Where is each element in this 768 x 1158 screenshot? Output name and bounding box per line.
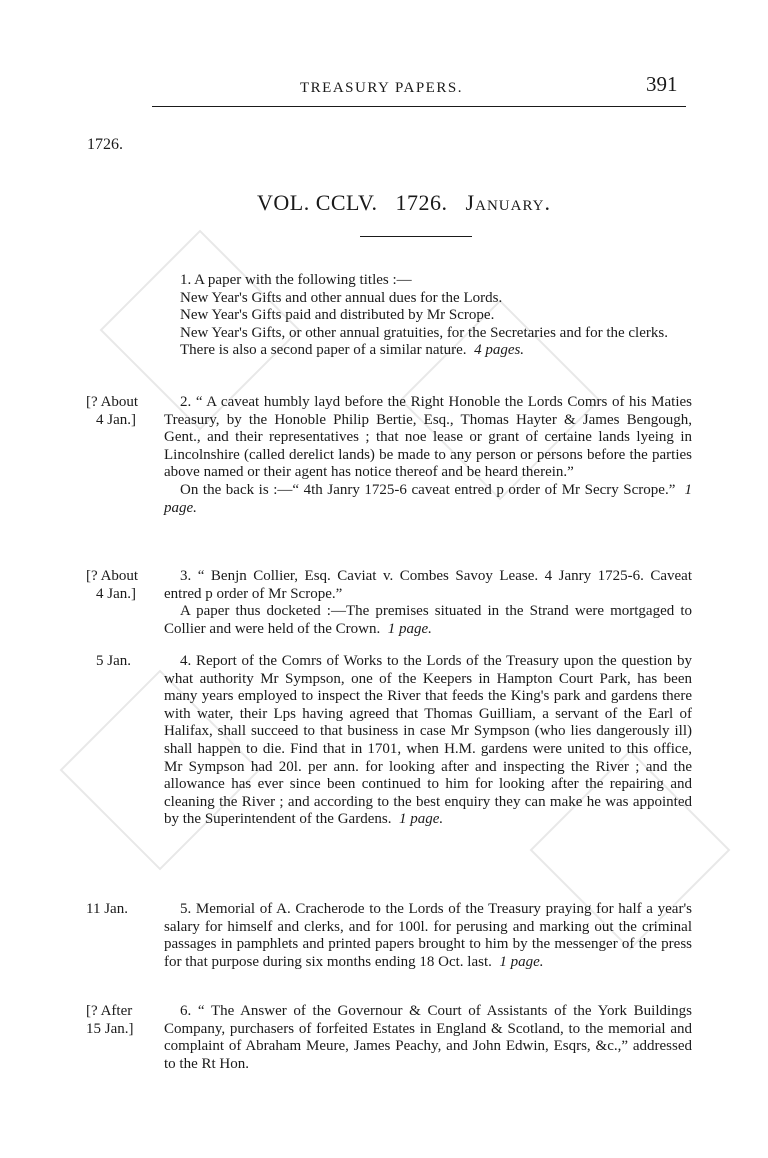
- entry-paragraph: [164, 482, 692, 517]
- entry-paragraph: There is also a second paper of a similar nature.: [180, 342, 467, 359]
- volume-year: 1726.: [395, 190, 448, 215]
- entry-paragraph: 4. Report of the Comrs of Works to the Lords of the Treasury upon the question by what authority Mr Sympson, one of the Keepers in Hampton Court Park, has been many years employed to inspect the River that feeds the King's park and gardens there with water, their Lps having agreed that Thomas Guilliam, a servant of the Earl of Halifax, shall succeed to that business in case Mr Sympson (who lies dangerously ill) shall happen to die. Find that in 1701, when H.M. gardens were united to this office, Mr Sympson had 20l. per ann. for looking after and inspecting the River ; and the allowance has ever since been continued to him for looking after the repairing and cleaning the River ; and according to the best enquiry they can make he was appointed by the Superintendent of the Gardens.: [164, 653, 692, 828]
- entry-paragraph: 6. “ The Answer of the Governour & Court of Assistants of the York Buildings Company, purchasers of forfeited Estates in England & Scotland, to the memorial and complaint of Abraham Meure, James Peachy, and John Edwin, Esqrs, &c.,” addressed to the Rt Hon.: [164, 1003, 692, 1072]
- entry-date: [86, 394, 160, 429]
- entry-date-line: 15 Jan.]: [86, 1020, 134, 1037]
- page-count: 1 page.: [387, 620, 432, 637]
- entry-paragraph: New Year's Gifts paid and distributed by Mr Scrope.: [180, 307, 495, 324]
- entry-date-line: [? About: [86, 568, 139, 584]
- entry-paragraph: [164, 603, 692, 638]
- entry-body: [164, 653, 692, 829]
- entry-paragraph: 5. Memorial of A. Cracherode to the Lords of the Treasury praying for half a year's salary for himself and clerks, and for 100l. for perusing and marking out the criminal passages in pamphlets and printed papers brought to him by the messenger of the press for that purpose during six months ending 18 Oct. last.: [164, 901, 692, 970]
- entry-paragraph: A paper thus docketed :—The premises situated in the Strand were mortgaged to Collier and were held of the Crown.: [164, 603, 692, 637]
- entry-paragraph: [164, 653, 692, 829]
- entry-body: [164, 901, 692, 971]
- entry-paragraph: On the back is :—“ 4th Janry 1725-6 caveat entred p order of Mr Secry Scrope.”: [180, 481, 676, 498]
- volume-heading: [257, 190, 551, 216]
- entry-date-line: [? After: [86, 1003, 133, 1019]
- page-count: 1 page.: [499, 953, 544, 970]
- page-number: 391: [646, 72, 678, 96]
- page-count: 4 pages.: [474, 342, 525, 359]
- entry-date: [86, 653, 160, 671]
- entry-date: [86, 568, 160, 603]
- entry-paragraph: New Year's Gifts and other annual dues for the Lords.: [180, 289, 503, 306]
- running-title: TREASURY PAPERS.: [300, 80, 463, 96]
- entry-paragraph: [164, 901, 692, 971]
- margin-year: 1726.: [87, 136, 123, 153]
- entry-body: [164, 394, 692, 517]
- entry-paragraph: 1. A paper with the following titles :—: [180, 272, 412, 288]
- entry-date: [86, 1003, 160, 1038]
- header-rule: [152, 106, 686, 107]
- page-count: 1 page.: [398, 811, 444, 828]
- entry-date-line: 5 Jan.: [96, 653, 131, 669]
- entry-date: [86, 901, 160, 919]
- entry-paragraph: New Year's Gifts, or other annual gratuities, for the Secretaries and for the clerks.: [180, 324, 668, 341]
- entry-body: [164, 272, 692, 360]
- entry-paragraph: 3. “ Benjn Collier, Esq. Caviat v. Combes Savoy Lease. 4 Janry 1725-6. Caveat entred p order of Mr Scrope.”: [164, 568, 692, 602]
- entry-date-line: [? About: [86, 394, 139, 410]
- entry-body: [164, 568, 692, 638]
- heading-rule: [360, 236, 472, 237]
- entry-body: [164, 1003, 692, 1073]
- entry-date-line: 4 Jan.]: [96, 411, 136, 428]
- page-count: 1 page.: [164, 481, 693, 516]
- entry-date-line: 4 Jan.]: [96, 585, 136, 602]
- entry-paragraph: [164, 342, 692, 360]
- volume-number: VOL. CCLV.: [257, 190, 378, 215]
- entry-paragraph: 2. “ A caveat humbly layd before the Right Honoble the Lords Comrs of his Maties Treasury, by the Honoble Philip Bertie, Esq., Thomas Hayter & James Bengough, Gent., and their representatives ; that noe lease or grant of certaine lands lyeing in Lincolnshire (called derelict lands) be made to any person or persons before the parties above named or their agent has notice thereof and be heard therein.”: [164, 394, 692, 481]
- volume-month: January.: [465, 190, 551, 215]
- entry-date-line: 11 Jan.: [86, 901, 128, 917]
